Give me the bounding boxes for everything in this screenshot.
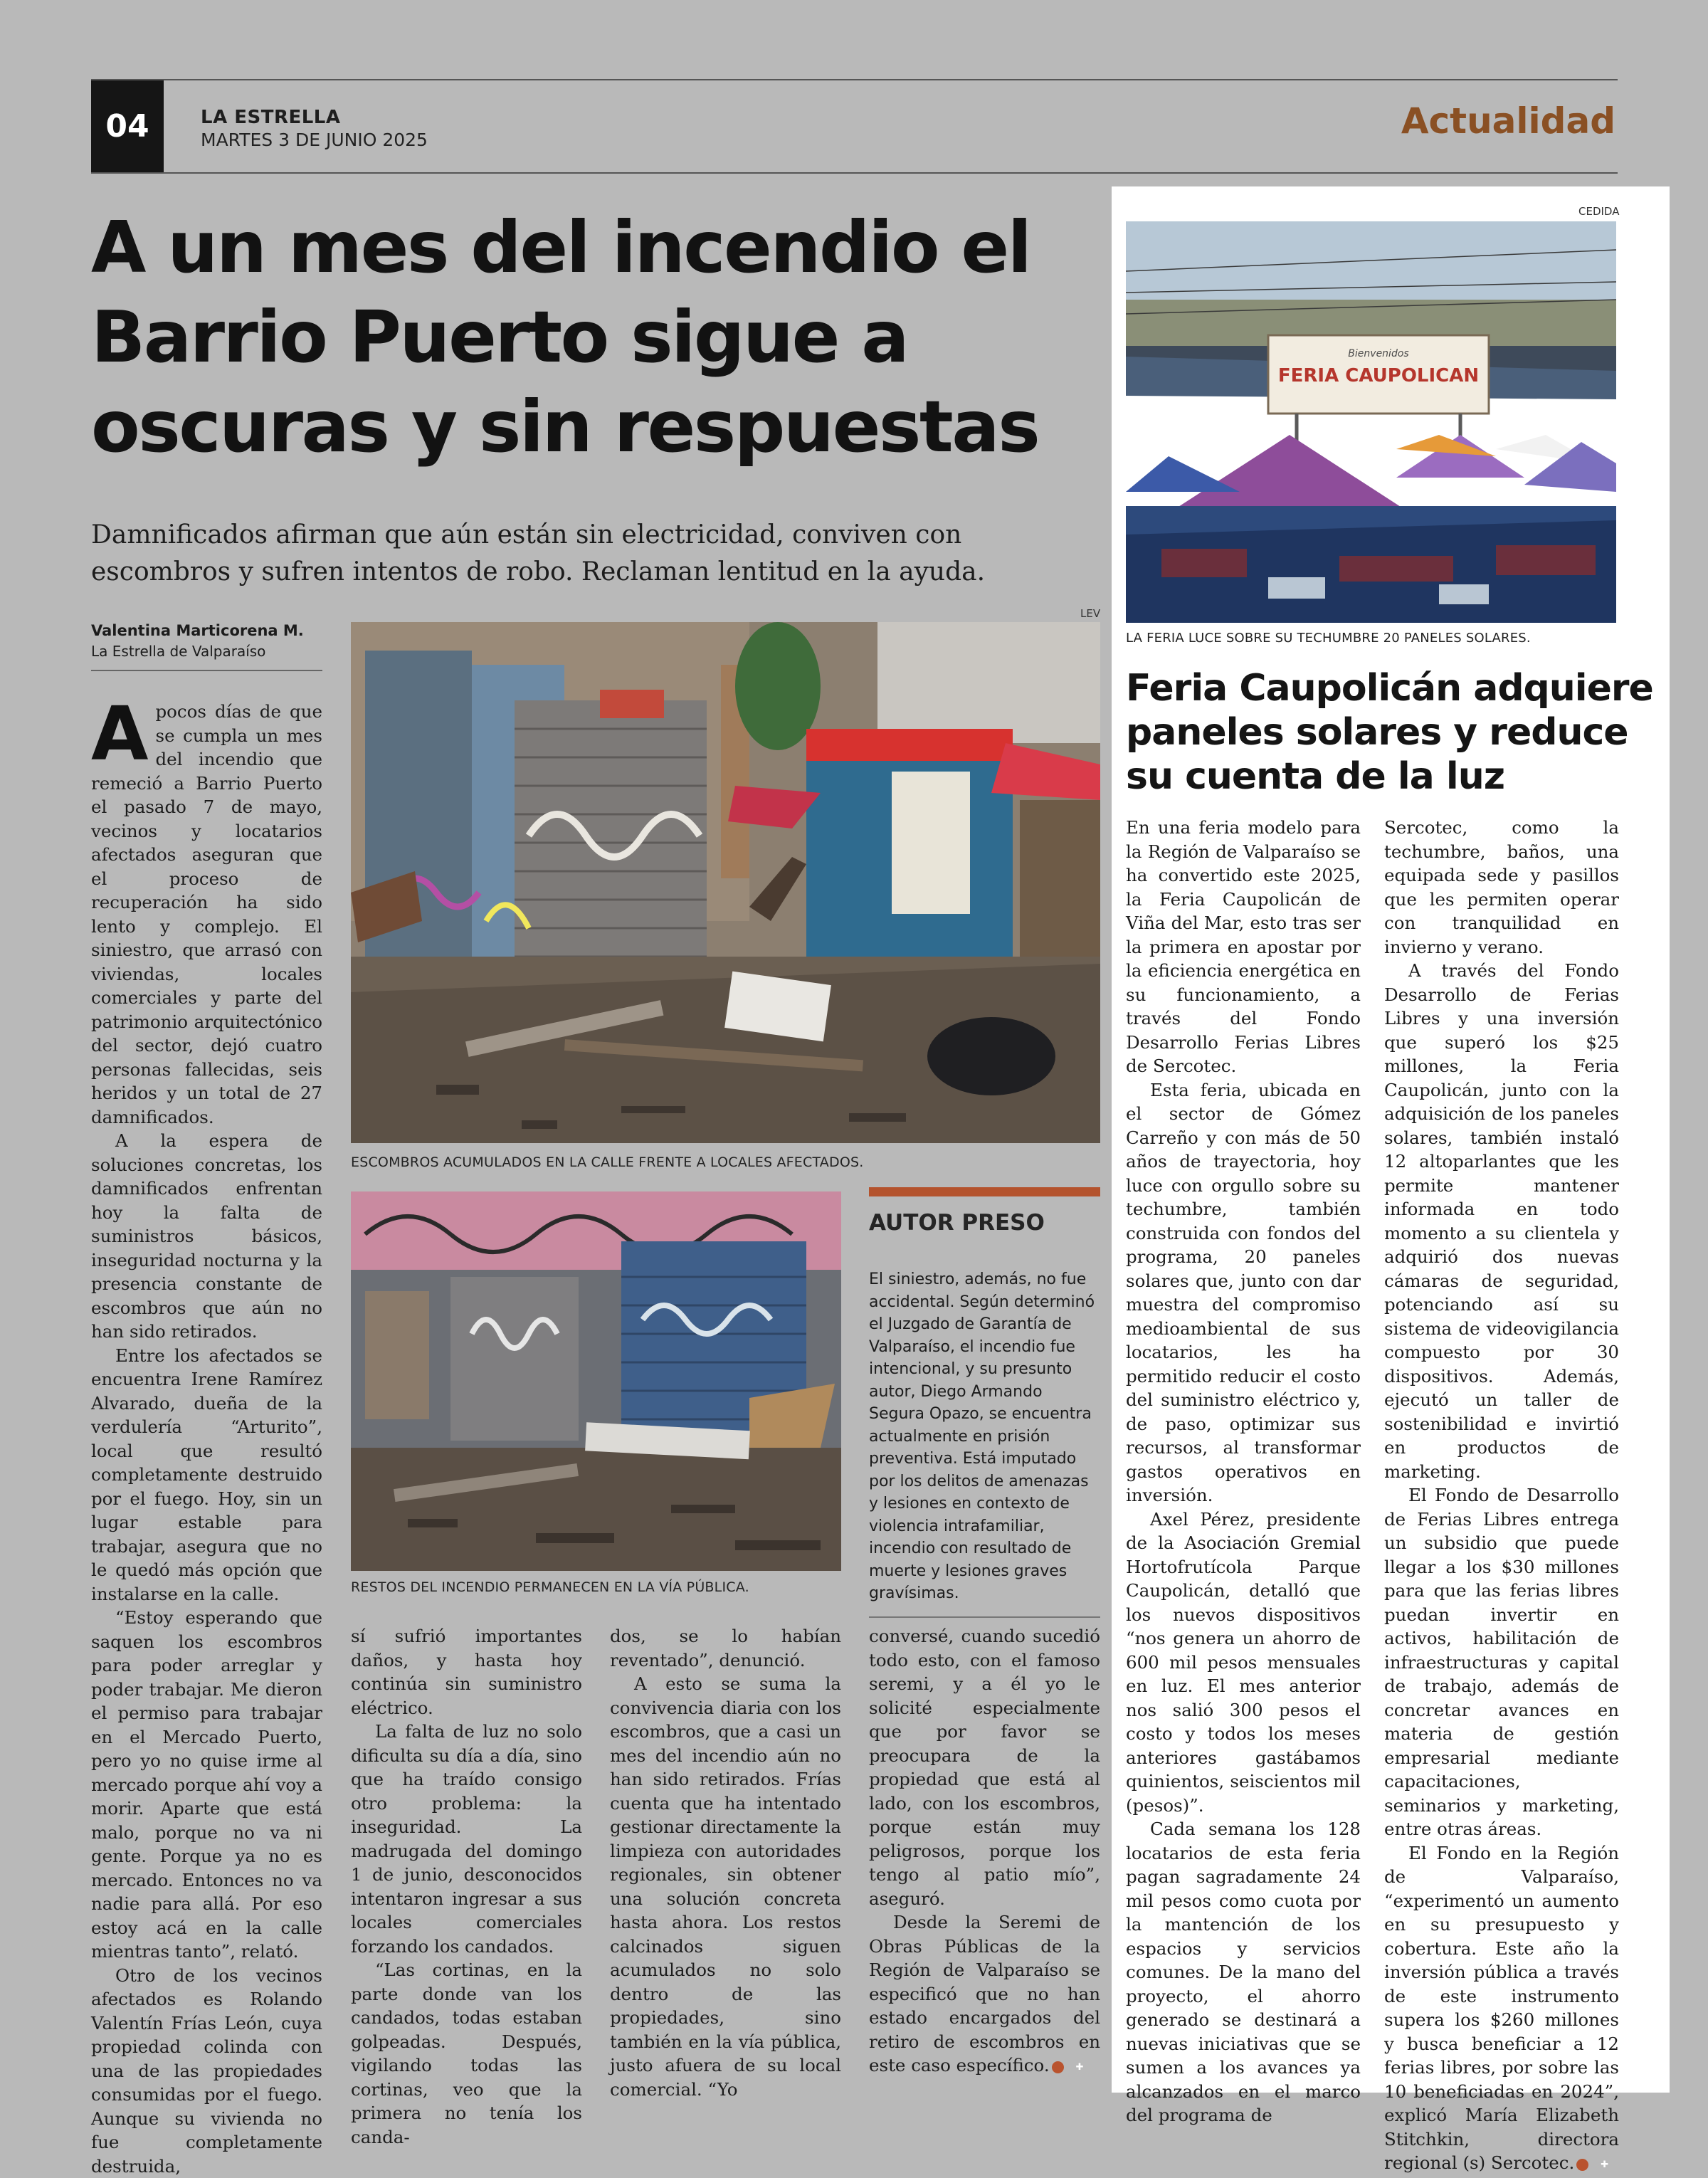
feria-column-1 xyxy=(1126,816,1361,2127)
feria-sign-name: FERIA CAUPOLICAN xyxy=(1278,365,1479,386)
photo-feria xyxy=(1126,221,1616,623)
feria-sign-welcome: Bienvenidos xyxy=(1348,348,1408,359)
main-column-3 xyxy=(610,1624,841,2101)
photo-fire-remains-caption: RESTOS DEL INCENDIO PERMANECEN EN LA VÍA PÚBLICA. xyxy=(351,1579,749,1595)
main-col2-paragraph-1: sí sufrió importantes daños, y hasta hoy continúa sin suministro eléctrico. xyxy=(351,1624,582,1720)
sidebar-title: AUTOR PRESO xyxy=(869,1210,1045,1236)
sidebar-accent-bar xyxy=(869,1187,1100,1196)
main-col1-paragraph-5: Otro de los vecinos afectados es Rolando Valentín Frías León, cuya propiedad colinda con una de las propiedades consumidas por el fuego. Aunque su vivienda no fue completamente destruida, xyxy=(91,1964,322,2178)
main-col2-paragraph-2: La falta de luz no solo dificulta su día a día, sino que ha traído consigo otro problema: la inseguridad. La madrugada del domingo 1 de junio, desconocidos intentaron ingresar a sus locales comerciales forzando los candados. xyxy=(351,1720,582,1958)
issue-date: MARTES 3 DE JUNIO 2025 xyxy=(201,130,428,150)
main-col1-paragraph-2: A la espera de soluciones concretas, los damnificados enfrentan hoy la falta de suministros básicos, inseguridad nocturna y la presencia constante de escombros que aún no han sido retirados. xyxy=(91,1129,322,1344)
sidebar-rule xyxy=(869,1616,1100,1618)
photo-feria-image xyxy=(1126,221,1616,623)
photo-fire-remains-image xyxy=(351,1191,841,1571)
photo-fire-remains xyxy=(351,1191,841,1571)
main-column-1 xyxy=(91,700,322,2178)
photo-debris-street-image xyxy=(351,622,1100,1143)
header-bottom-rule xyxy=(91,172,1618,174)
feria-column-2 xyxy=(1384,816,1619,2175)
main-headline: A un mes del incendio el Barrio Puerto sigue a oscuras y sin respuestas xyxy=(91,203,1102,472)
photo-credit: LEV xyxy=(1080,607,1100,620)
end-of-story-icon: ✚ xyxy=(1576,2159,1588,2171)
feria-col1-paragraph-3: Axel Pérez, presidente de la Asociación Gremial Hortofrutícola Parque Caupolicán, detalló que los nuevos dispositivos “nos genera un ahorro de 600 mil pesos mensuales en luz. El mes anterior nos salió 300 pesos el costo y todos los meses anteriores gastábamos quinientos, seiscientos mil (pesos)”. xyxy=(1126,1508,1361,1818)
main-col4-paragraph-2: Desde la Seremi de Obras Públicas de la Región de Valparaíso se especificó que no han estado encargados del retiro de escombros en este caso específico. ✚ xyxy=(869,1910,1100,2078)
feria-col2-paragraph-4: El Fondo en la Región de Valparaíso, “experimentó un aumento en su presupuesto y cobertura. Este año la inversión pública a través de este instrumento supera los $260 millones y busca beneficiar a 12 ferias libres, por sobre las 10 beneficiadas en 2024”, explicó María Elizabeth Stitchkin, directora regional (s) Sercotec. ✚ xyxy=(1384,1841,1619,2175)
feria-headline: Feria Caupolicán adquiere paneles solares y reduce su cuenta de la luz xyxy=(1126,666,1656,799)
feria-photo-caption: LA FERIA LUCE SOBRE SU TECHUMBRE 20 PANELES SOLARES. xyxy=(1126,631,1531,646)
newspaper-name: LA ESTRELLA xyxy=(201,107,341,128)
main-col4-paragraph-1: conversé, cuando sucedió todo esto, con el famoso seremi, y a él yo le solicité especialmente que por favor se preocupara de la propiedad que está al lado, con los escombros, porque están muy peligrosos, porque los tengo al patio mío”, aseguró. xyxy=(869,1624,1100,1910)
main-deck: Damnificados afirman que aún están sin electricidad, conviven con escombros y sufren intentos de robo. Reclaman lentitud en la ayuda. xyxy=(91,517,1102,591)
main-col3-paragraph-1: dos, se lo habían reventado”, denunció. xyxy=(610,1624,841,1672)
feria-col1-paragraph-4: Cada semana los 128 locatarios de esta feria pagan sagradamente 24 mil pesos como cuota por la mantención de los espacios y servicios comunes. De la mano del proyecto, el ahorro generado se destinará a nuevas iniciativas que se sumen a los avances ya alcanzados en el marco del programa de xyxy=(1126,1817,1361,2127)
header-top-rule xyxy=(91,79,1618,80)
main-col1-paragraph-3: Entre los afectados se encuentra Irene Ramírez Alvarado, dueña de la verdulería “Arturito”, local que resultó completamente destruido por el fuego. Hoy, sin un lugar estable para trabajar, asegura que no le quedó más opción que instalarse en la calle. xyxy=(91,1344,322,1606)
page-number: 04 xyxy=(91,80,164,172)
main-col1-paragraph-1: Apocos días de que se cumpla un mes del incendio que remeció a Barrio Puerto el pasado 7 de mayo, vecinos y locatarios afectados aseguran que el proceso de recuperación ha sido lento y complejo. El siniestro, que arrasó con viviendas, locales comerciales y parte del patrimonio arquitectónico del sector, dejó cuatro personas fallecidas, seis heridos y un total de 27 damnificados. xyxy=(91,700,322,1129)
drop-cap: A xyxy=(91,704,149,764)
feria-col1-paragraph-1: En una feria modelo para la Región de Valparaíso se ha convertido este 2025, la Feria Caupolicán de Viña del Mar, esto tras ser la primera en apostar por la eficiencia energética en su funcionamiento, a través del Fondo Desarrollo Ferias Libres de Sercotec. xyxy=(1126,816,1361,1078)
byline-rule xyxy=(91,670,322,671)
byline-organization: La Estrella de Valparaíso xyxy=(91,643,265,660)
feria-col1-paragraph-2: Esta feria, ubicada en el sector de Gómez Carreño y con más de 50 años de trayectoria, hoy luce con orgullo sobre su techumbre, también construida con fondos del programa, 20 paneles solares que, junto con dar muestra del compromiso medioambiental de sus locatarios, les ha permitido reducir el costo del suministro eléctrico y, de paso, optimizar sus recursos, al transformar gastos operativos en inversión. xyxy=(1126,1078,1361,1508)
main-col3-paragraph-2: A esto se suma la convivencia diaria con los escombros, que a casi un mes del incendio aún no han sido retirados. Frías cuenta que ha intentado gestionar directamente la limpieza con autoridades regionales, sin obtener una solución concreta hasta ahora. Los restos calcinados siguen acumulados no solo dentro de las propiedades, sino también en la vía pública, justo afuera de su local comercial. “Yo xyxy=(610,1672,841,2101)
main-column-2 xyxy=(351,1624,582,2149)
feria-col2-paragraph-2: A través del Fondo Desarrollo de Ferias Libres y una inversión que superó los $25 millones, la Feria Caupolicán, junto con la adquisición de los paneles solares, también instaló 12 altoparlantes que les permite mantener informada en todo momento a su clientela y adquirió dos nuevas cámaras de seguridad, potenciando así su sistema de videovigilancia compuesto por 30 dispositivos. Además, ejecutó un taller de sostenibilidad e invirtió en productos de marketing. xyxy=(1384,959,1619,1483)
photo-debris-street xyxy=(351,622,1100,1143)
sidebar-text: El siniestro, además, no fue accidental. Según determinó el Juzgado de Garantía de Valparaíso, el incendio fue intencional, y su presunto autor, Diego Armando Segura Opazo, se encuentra actualmente en prisión preventiva. Está imputado por los delitos de amenazas y lesiones en contexto de violencia intrafamiliar, incendio con resultado de muerte y lesiones graves gravísimas. xyxy=(869,1268,1100,1605)
section-label: Actualidad xyxy=(1401,100,1615,142)
main-col2-paragraph-3: “Las cortinas, en la parte donde van los candados, todas estaban golpeadas. Después, vigilando todas las cortinas, veo que la primera no tenía los canda- xyxy=(351,1958,582,2149)
feria-col2-paragraph-3: El Fondo de Desarrollo de Ferias Libres entrega un subsidio que puede llegar a los $30 millones para que las ferias libres puedan invertir en activos, habilitación de infraestructuras y capital de trabajo, además de concretar avances en materia de gestión empresarial mediante capacitaciones, seminarios y marketing, entre otras áreas. xyxy=(1384,1483,1619,1841)
feria-col2-paragraph-1: Sercotec, como la techumbre, baños, una equipada sede y pasillos que les permiten operar con tranquilidad en invierno y verano. xyxy=(1384,816,1619,959)
photo-debris-street-caption: ESCOMBROS ACUMULADOS EN LA CALLE FRENTE A LOCALES AFECTADOS. xyxy=(351,1154,863,1170)
byline-name: Valentina Marticorena M. xyxy=(91,622,304,639)
main-col1-paragraph-4: “Estoy esperando que saquen los escombros para poder arreglar y poder trabajar. Me dieron el permiso para trabajar en el Mercado Puerto, pero yo no quise irme al mercado porque ahí voy a morir. Aparte que está malo, porque no va ni gente. Porque ya no es mercado. Entonces no va nadie para allá. Por eso estoy acá en la calle mientras tanto”, relató. xyxy=(91,1606,322,1964)
end-of-story-icon: ✚ xyxy=(1052,2061,1064,2073)
feria-photo-credit: CEDIDA xyxy=(1578,205,1619,218)
main-column-4 xyxy=(869,1624,1100,2078)
